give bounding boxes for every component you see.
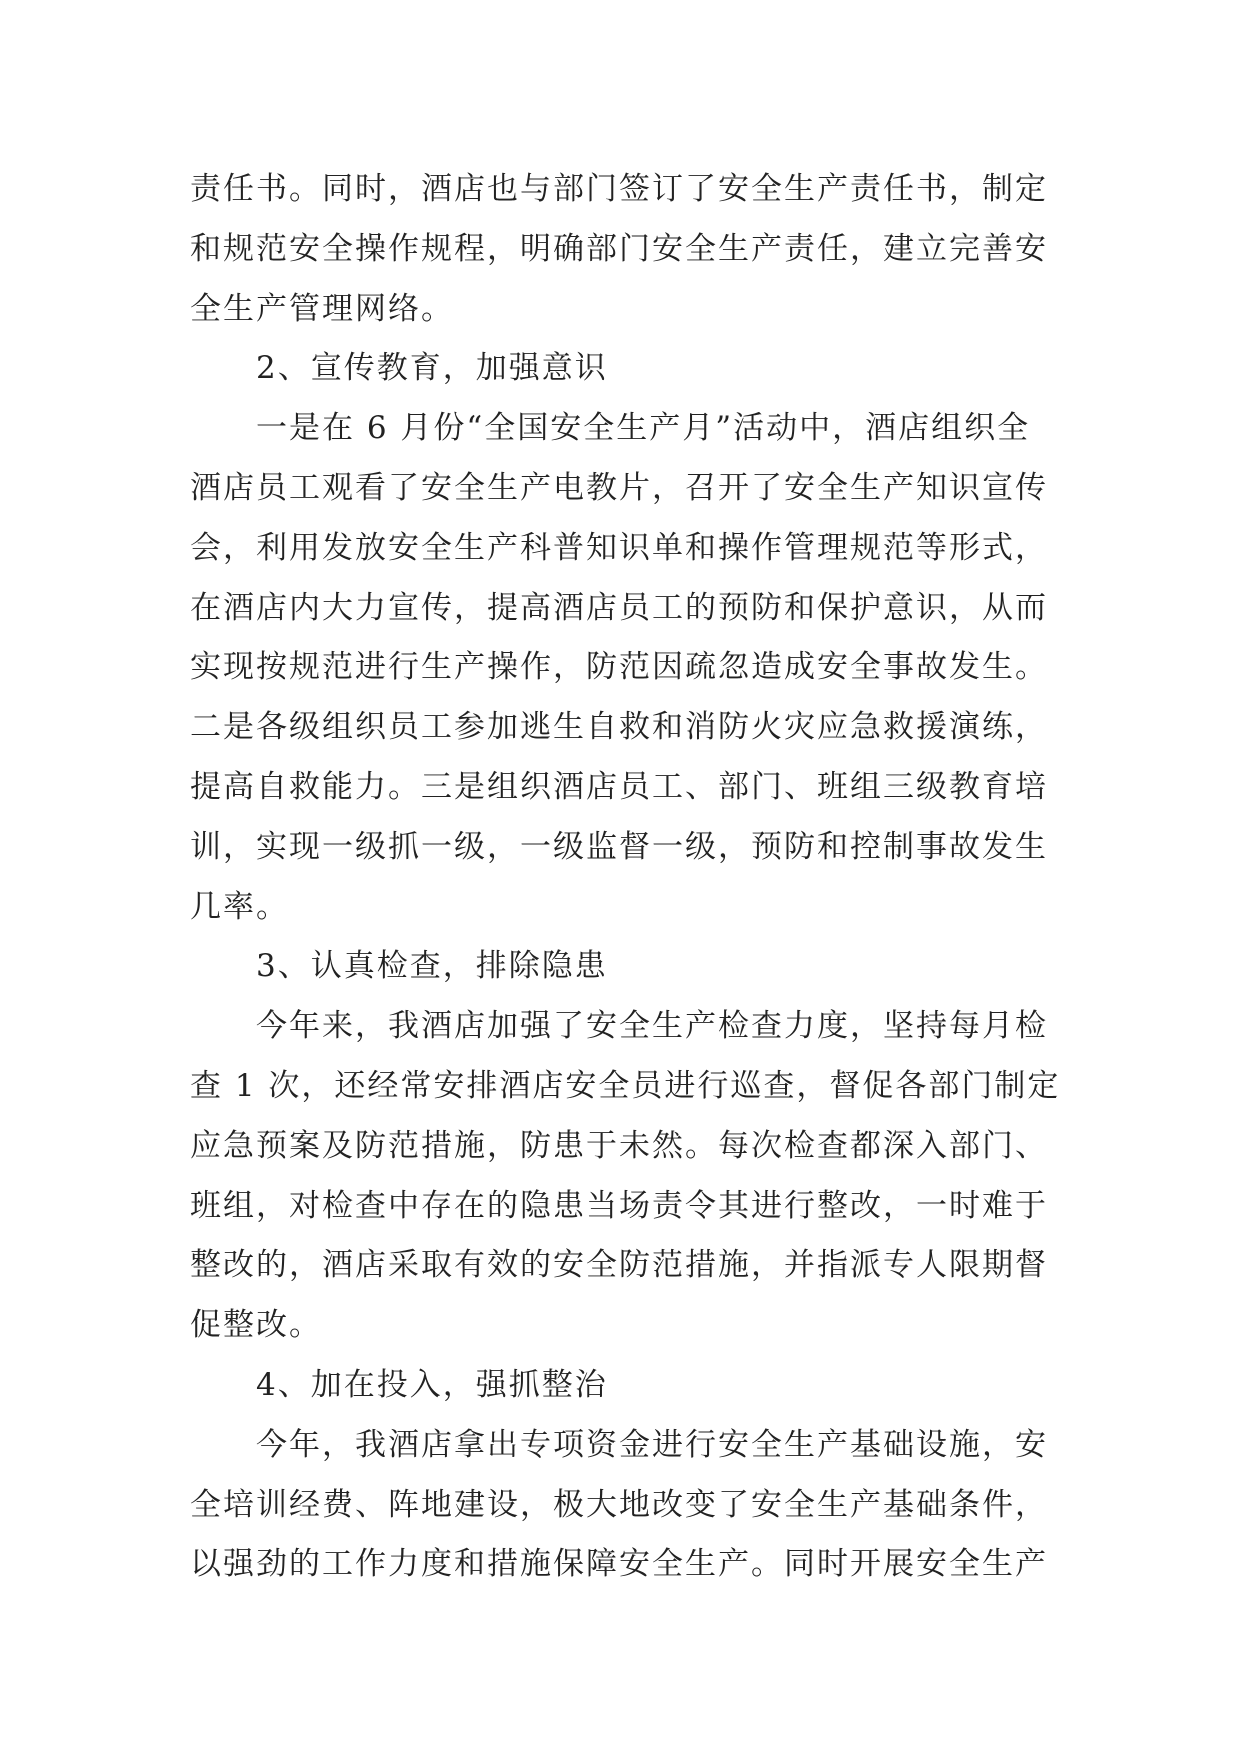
paragraph-line: 一是在 6 月份“全国安全生产月”活动中，酒店组织全 xyxy=(256,410,1031,447)
paragraph-line: 全生产管理网络。 xyxy=(190,290,454,327)
paragraph-line: 应急预案及防范措施，防患于未然。每次检查都深入部门、 xyxy=(190,1127,1048,1164)
section-heading: 3、认真检查，排除隐患 xyxy=(256,948,608,985)
paragraph-line: 整改的，酒店采取有效的安全防范措施，并指派专人限期督 xyxy=(190,1247,1048,1284)
paragraph-line: 实现按规范进行生产操作，防范因疏忽造成安全事故发生。 xyxy=(190,649,1048,686)
paragraph-line: 几率。 xyxy=(190,888,289,925)
paragraph-line: 今年，我酒店拿出专项资金进行安全生产基础设施，安 xyxy=(256,1426,1048,1463)
paragraph-line: 责任书。同时，酒店也与部门签订了安全生产责任书，制定 xyxy=(190,171,1048,207)
paragraph-line: 会，利用发放安全生产科普知识单和操作管理规范等形式， xyxy=(190,529,1048,566)
paragraph-line: 班组，对检查中存在的隐患当场责令其进行整改，一时难于 xyxy=(190,1187,1048,1224)
paragraph-line: 提高自救能力。三是组织酒店员工、部门、班组三级教育培 xyxy=(190,768,1048,805)
paragraph-line: 酒店员工观看了安全生产电教片，召开了安全生产知识宣传 xyxy=(190,469,1048,506)
paragraph-line: 在酒店内大力宣传，提高酒店员工的预防和保护意识，从而 xyxy=(190,589,1048,626)
paragraph-line: 全培训经费、阵地建设，极大地改变了安全生产基础条件， xyxy=(190,1486,1048,1523)
paragraph-line: 和规范安全操作规程，明确部门安全生产责任，建立完善安 xyxy=(190,230,1048,267)
paragraph-line: 二是各级组织员工参加逃生自救和消防火灾应急救援演练， xyxy=(190,709,1048,746)
section-heading: 2、宣传教育，加强意识 xyxy=(256,350,608,387)
paragraph-line: 今年来，我酒店加强了安全生产检查力度，坚持每月检 xyxy=(256,1008,1048,1045)
paragraph-line: 促整改。 xyxy=(190,1307,322,1344)
document-body xyxy=(190,160,1070,1595)
paragraph-line: 训，实现一级抓一级，一级监督一级，预防和控制事故发生 xyxy=(190,828,1048,865)
paragraph-line: 查 1 次，还经常安排酒店安全员进行巡查，督促各部门制定 xyxy=(190,1067,1061,1104)
paragraph-line: 以强劲的工作力度和措施保障安全生产。同时开展安全生产 xyxy=(190,1546,1048,1583)
section-heading: 4、加在投入，强抓整治 xyxy=(256,1366,608,1403)
